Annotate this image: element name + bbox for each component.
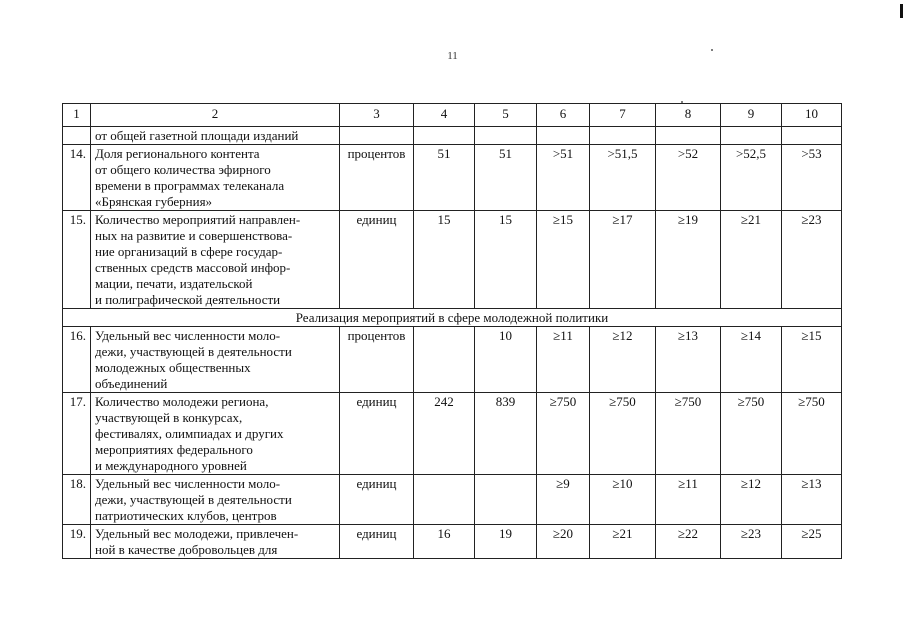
column-header-6: 6 — [537, 104, 590, 127]
indicator-name: Удельный вес численности моло- дежи, участвующей в деятельности молодежных общественных объединений — [91, 327, 340, 393]
indicator-name: Количество мероприятий направлен- ных на развитие и совершенствова- ние организаций в сфере государ- ственных средств массовой инфор- мации, печати, издательской и полиграфической деятельности — [91, 211, 340, 309]
column-header-5: 5 — [475, 104, 537, 127]
section-title: Реализация мероприятий в сфере молодежной политики — [63, 309, 842, 327]
value-cell-4: 16 — [414, 525, 475, 559]
column-header-2: 2 — [91, 104, 340, 127]
unit-cell: единиц — [340, 393, 414, 475]
table-row — [63, 525, 842, 559]
value-cell-9: ≥12 — [721, 475, 782, 525]
value-cell-10: ≥750 — [782, 393, 842, 475]
table-body — [63, 104, 842, 559]
column-header-8: 8 — [656, 104, 721, 127]
value-cell-8: ≥750 — [656, 393, 721, 475]
value-cell-6 — [537, 127, 590, 145]
value-cell-9: ≥14 — [721, 327, 782, 393]
table-row — [63, 145, 842, 211]
value-cell-4 — [414, 475, 475, 525]
unit-cell: процентов — [340, 327, 414, 393]
unit-cell: единиц — [340, 475, 414, 525]
value-cell-9: ≥21 — [721, 211, 782, 309]
column-header-1: 1 — [63, 104, 91, 127]
value-cell-4: 51 — [414, 145, 475, 211]
value-cell-10: ≥23 — [782, 211, 842, 309]
value-cell-6: ≥750 — [537, 393, 590, 475]
row-number: 17. — [63, 393, 91, 475]
column-header-3: 3 — [340, 104, 414, 127]
unit-cell: процентов — [340, 145, 414, 211]
value-cell-5 — [475, 475, 537, 525]
value-cell-4 — [414, 327, 475, 393]
value-cell-4: 15 — [414, 211, 475, 309]
value-cell-9: >52,5 — [721, 145, 782, 211]
column-header-4: 4 — [414, 104, 475, 127]
value-cell-5: 15 — [475, 211, 537, 309]
indicator-name: Доля регионального контента от общего количества эфирного времени в программах телеканала «Брянская губерния» — [91, 145, 340, 211]
row-number: 14. — [63, 145, 91, 211]
unit-cell: единиц — [340, 211, 414, 309]
section-row — [63, 309, 842, 327]
indicator-name: от общей газетной площади изданий — [91, 127, 340, 145]
table-row — [63, 327, 842, 393]
value-cell-4 — [414, 127, 475, 145]
value-cell-6: ≥15 — [537, 211, 590, 309]
value-cell-8: >52 — [656, 145, 721, 211]
value-cell-6: ≥20 — [537, 525, 590, 559]
column-header-9: 9 — [721, 104, 782, 127]
value-cell-7 — [590, 127, 656, 145]
unit-cell — [340, 127, 414, 145]
indicator-name: Количество молодежи региона, участвующей в конкурсах, фестивалях, олимпиадах и других мероприятиях федерального и международного уровней — [91, 393, 340, 475]
value-cell-7: ≥750 — [590, 393, 656, 475]
column-header-10: 10 — [782, 104, 842, 127]
data-table — [62, 103, 842, 559]
row-number — [63, 127, 91, 145]
value-cell-6: >51 — [537, 145, 590, 211]
value-cell-5: 10 — [475, 327, 537, 393]
indicator-name: Удельный вес молодежи, привлечен- ной в качестве добровольцев для — [91, 525, 340, 559]
value-cell-5: 19 — [475, 525, 537, 559]
row-number: 19. — [63, 525, 91, 559]
value-cell-9 — [721, 127, 782, 145]
table-row — [63, 211, 842, 309]
value-cell-6: ≥9 — [537, 475, 590, 525]
row-number: 16. — [63, 327, 91, 393]
unit-cell: единиц — [340, 525, 414, 559]
value-cell-9: ≥750 — [721, 393, 782, 475]
value-cell-10: ≥25 — [782, 525, 842, 559]
value-cell-8 — [656, 127, 721, 145]
column-header-7: 7 — [590, 104, 656, 127]
value-cell-6: ≥11 — [537, 327, 590, 393]
value-cell-7: >51,5 — [590, 145, 656, 211]
value-cell-5: 839 — [475, 393, 537, 475]
value-cell-8: ≥11 — [656, 475, 721, 525]
table-header-row — [63, 104, 842, 127]
table-row — [63, 393, 842, 475]
row-number: 15. — [63, 211, 91, 309]
value-cell-7: ≥21 — [590, 525, 656, 559]
row-number: 18. — [63, 475, 91, 525]
page-number: 11 — [447, 50, 458, 62]
value-cell-5 — [475, 127, 537, 145]
value-cell-10 — [782, 127, 842, 145]
value-cell-7: ≥10 — [590, 475, 656, 525]
table-row — [63, 127, 842, 145]
value-cell-8: ≥22 — [656, 525, 721, 559]
value-cell-5: 51 — [475, 145, 537, 211]
value-cell-10: ≥15 — [782, 327, 842, 393]
value-cell-10: >53 — [782, 145, 842, 211]
scan-edge-mark — [900, 4, 903, 18]
value-cell-7: ≥17 — [590, 211, 656, 309]
value-cell-10: ≥13 — [782, 475, 842, 525]
value-cell-8: ≥13 — [656, 327, 721, 393]
value-cell-8: ≥19 — [656, 211, 721, 309]
value-cell-7: ≥12 — [590, 327, 656, 393]
value-cell-9: ≥23 — [721, 525, 782, 559]
value-cell-4: 242 — [414, 393, 475, 475]
indicator-name: Удельный вес численности моло- дежи, участвующей в деятельности патриотических клубов, центров — [91, 475, 340, 525]
table-row — [63, 475, 842, 525]
